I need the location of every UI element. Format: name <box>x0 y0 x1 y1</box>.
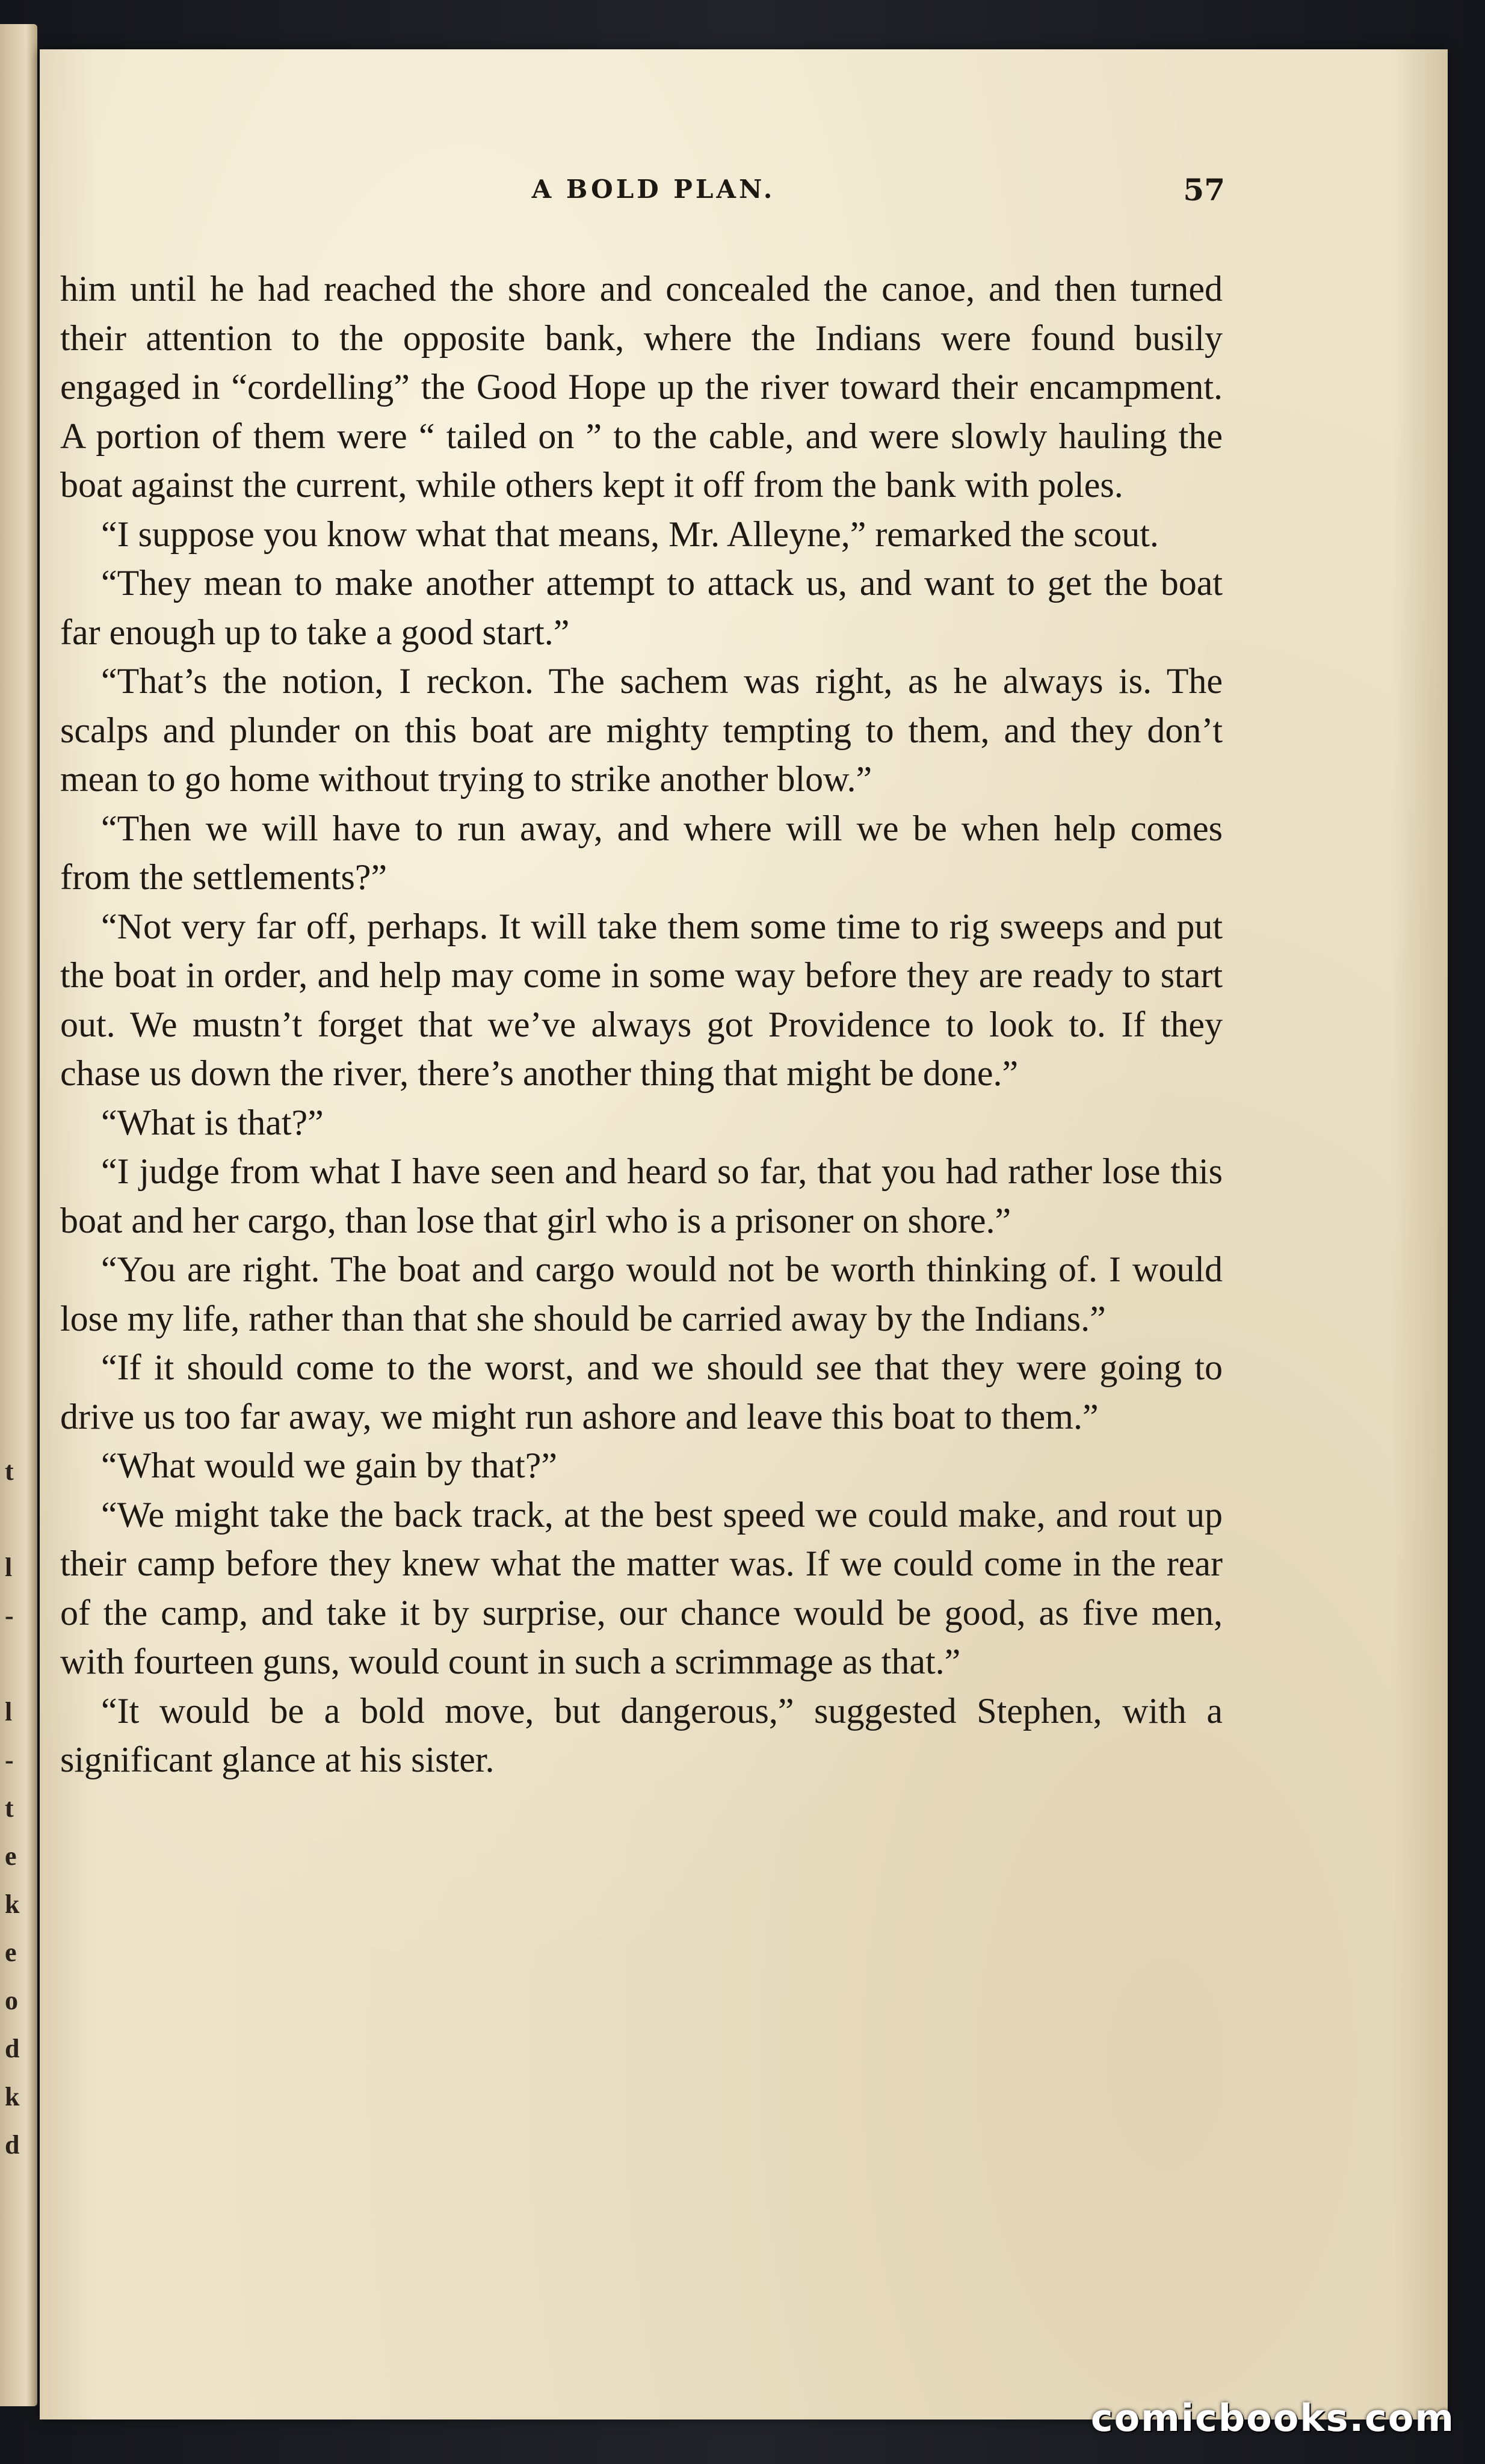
paragraph: “Not very far off, perhaps. It will take them some time to rig sweeps and put the boat in order, and help may come in some way before they are ready to start out. We mustn’t forget that we’ve always got Providence to look to. If they chase us down the river, there’s another thing that might be done.” <box>60 906 1223 1093</box>
paragraph: “I judge from what I have seen and heard so far, that you had rather lose this boat and her cargo, than lose that girl who is a prisoner on shore.” <box>60 1151 1223 1240</box>
margin-fragment: t <box>5 1456 14 1486</box>
margin-fragment: o <box>5 1986 18 2015</box>
margin-fragment: d <box>5 2034 20 2063</box>
margin-fragment: k <box>5 2082 20 2111</box>
running-head <box>40 174 1448 223</box>
margin-fragment: l <box>5 1697 13 1726</box>
margin-fragment: k <box>5 1890 20 1919</box>
margin-fragment: t <box>5 1793 14 1823</box>
margin-fragment: d <box>5 2130 20 2160</box>
paragraph: “What would we gain by that?” <box>101 1446 558 1485</box>
page-number: 57 <box>1183 172 1225 208</box>
margin-fragment: e <box>5 1938 17 1967</box>
paragraph: “You are right. The boat and cargo would not be worth thinking of. I would lose my life, rather than that she should be carried away by the Indians.” <box>60 1249 1223 1338</box>
paragraph: “We might take the back track, at the best speed we could make, and rout up their camp before they knew what the matter was. If we could come in the rear of the camp, and take it by surprise, our chance would be good, as five men, with fourteen guns, would count in such a scrimmage as that.” <box>60 1494 1223 1681</box>
paragraph: “If it should come to the worst, and we should see that they were going to drive us too far away, we might run ashore and leave this boat to them.” <box>60 1348 1223 1437</box>
paragraph: “It would be a bold move, but dangerous,” suggested Stephen, with a significant glance at his sister. <box>60 1690 1223 1779</box>
previous-page-margin-fragments <box>5 782 35 2346</box>
watermark: comicbooks.com <box>1090 2396 1455 2440</box>
body-text <box>60 265 1223 1785</box>
margin-fragment: e <box>5 1841 17 1871</box>
paragraph: “I suppose you know what that means, Mr. Alleyne,” remarked the scout. <box>101 514 1159 554</box>
margin-fragment: - <box>5 1601 14 1630</box>
paragraph: “They mean to make another attempt to attack us, and want to get the boat far enough up to take a good start.” <box>60 563 1223 652</box>
paragraph: him until he had reached the shore and concealed the canoe, and then turned their attention to the opposite bank, where the Indians were found busily engaged in “cordelling” the Good Hope up the river toward their encampment. A portion of them were “ tailed on ” to the cable, and were slowly hauling the boat against the current, while others kept it off from the bank with poles. <box>60 269 1223 505</box>
paragraph: “What is that?” <box>101 1102 324 1142</box>
paragraph: “That’s the notion, I reckon. The sachem was right, as he always is. The scalps and plunder on this boat are mighty tempting to them, and they don’t mean to go home without trying to strike another blow.” <box>60 661 1223 799</box>
running-head-title: A BOLD PLAN. <box>531 174 776 204</box>
paragraph: “Then we will have to run away, and where will we be when help comes from the settlements?” <box>60 808 1223 897</box>
margin-fragment: l <box>5 1553 13 1582</box>
margin-fragment: - <box>5 1745 14 1775</box>
